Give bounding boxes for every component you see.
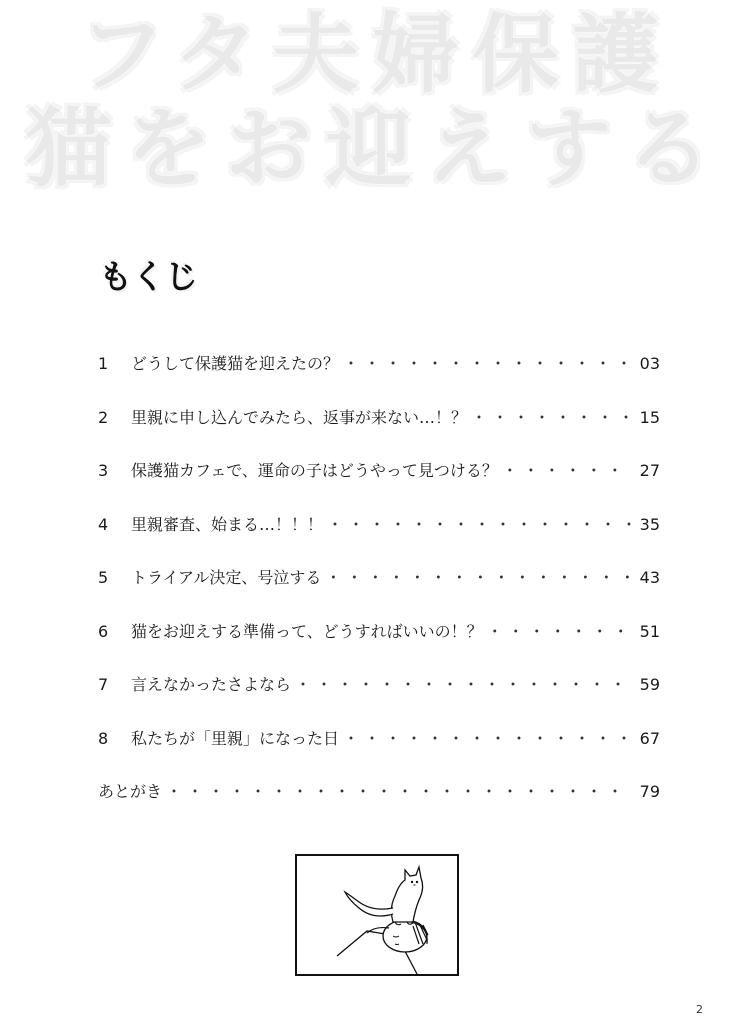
toc-heading: もくじ <box>99 257 198 296</box>
toc-item-page: 15 <box>639 407 660 427</box>
toc-item-page: 51 <box>639 621 660 641</box>
page-number: 2 <box>696 1003 703 1016</box>
toc-item-page: 67 <box>639 728 660 748</box>
toc-item-number: 2 <box>98 407 109 427</box>
toc-item-title: どうして保護猫を迎えたの？ <box>131 354 340 373</box>
toc-item-title: 私たちが「里親」になった日 <box>131 728 340 748</box>
cat-eye <box>411 881 413 883</box>
toc-item-number: 6 <box>98 621 109 641</box>
toc-item[interactable] <box>98 616 660 670</box>
toc-dot-leader <box>487 616 632 648</box>
toc-item-title: 猫をお迎えする準備って、どうすればいいの！？ <box>131 621 483 641</box>
toc-item-title: 保護猫カフェで、運命の子はどうやって見つける？ <box>131 461 498 480</box>
cat-on-head-illustration <box>297 856 457 974</box>
toc-item[interactable] <box>98 509 660 563</box>
toc-dot-leader <box>325 562 632 594</box>
cat-eye <box>416 881 418 883</box>
toc-item[interactable] <box>98 455 660 509</box>
toc-item-page: 03 <box>639 354 660 373</box>
title-banner-line-1: フタ夫婦保護 <box>78 5 673 105</box>
toc-item-title: トライアル決定、号泣する <box>131 568 322 587</box>
toc-item[interactable] <box>98 723 660 777</box>
title-banner <box>0 5 751 199</box>
cat-tail <box>345 892 393 916</box>
toc-item-number: 1 <box>98 354 109 373</box>
toc-item-title: 里親に申し込んでみたら、返事が来ない…！？ <box>131 407 468 427</box>
toc-dot-leader <box>471 402 632 434</box>
toc-item-number: 7 <box>98 675 109 694</box>
toc-item[interactable] <box>98 348 660 402</box>
cat-body <box>391 867 422 922</box>
cat-illustration-frame <box>295 854 459 976</box>
toc-item-title: あとがき <box>98 782 163 801</box>
toc-dot-leader <box>327 509 632 541</box>
toc-dot-leader <box>343 723 632 755</box>
toc-item-number: 5 <box>98 568 109 587</box>
person-mouth <box>395 944 399 945</box>
toc-item-number: 8 <box>98 728 109 748</box>
toc-item-page: 43 <box>639 568 660 587</box>
toc-item-title: 里親審査、始まる…！！！ <box>131 514 324 534</box>
toc-item[interactable] <box>98 402 660 456</box>
toc-item-title: 言えなかったさよなら <box>131 675 292 694</box>
toc-item[interactable] <box>98 669 660 723</box>
toc-item-page: 59 <box>639 675 660 694</box>
toc-item-number: 3 <box>98 461 109 480</box>
toc-item-number: 4 <box>98 514 109 534</box>
toc-item-page: 27 <box>639 461 660 480</box>
toc-item-page: 35 <box>639 514 660 534</box>
toc-dot-leader <box>166 776 632 808</box>
toc-item-afterword[interactable] <box>98 776 660 830</box>
toc-dot-leader <box>295 669 632 701</box>
title-banner-line-2: 猫をお迎えする <box>25 99 726 199</box>
toc-item-page: 79 <box>639 782 660 801</box>
toc-list <box>98 348 660 830</box>
toc-item[interactable] <box>98 562 660 616</box>
toc-dot-leader <box>343 348 632 380</box>
toc-dot-leader <box>502 455 632 487</box>
